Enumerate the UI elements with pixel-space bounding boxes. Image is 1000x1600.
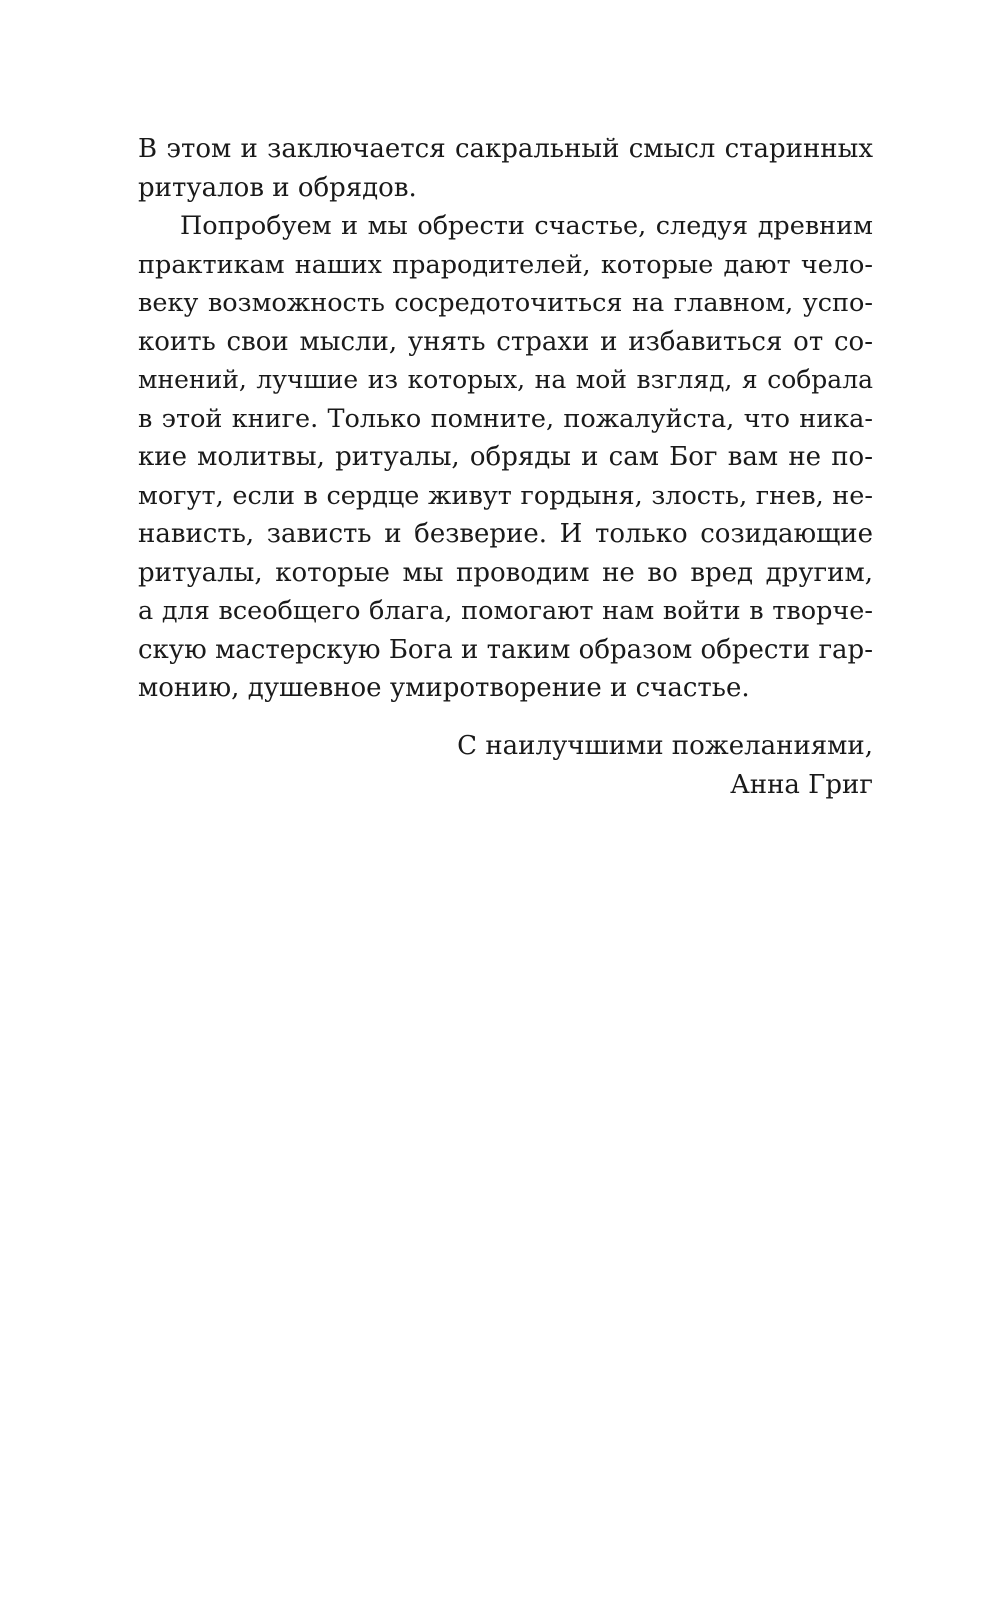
text-line: в этой книге. Только помните, пожалуйста, что ника-	[138, 403, 873, 434]
text-line: веку возможность сосредоточиться на главном, успо-	[138, 288, 873, 318]
signature-block	[273, 727, 873, 804]
text-line: скую мастерскую Бога и таким образом обрести гар-	[138, 634, 873, 665]
signature-closing: С наилучшими пожеланиями,	[457, 731, 873, 761]
text-line: ритуалы, которые мы проводим не во вред другим,	[138, 557, 873, 588]
text-line: монию, душевное умиротворение и счастье.	[138, 673, 750, 703]
text-line: коить свои мысли, унять страхи и избавиться от со-	[138, 326, 873, 357]
text-line: могут, если в сердце живут гордыня, злость, гнев, не-	[138, 480, 873, 511]
signature-author: Анна Григ	[730, 769, 873, 800]
text-line: нависть, зависть и безверие. И только созидающие	[138, 519, 873, 549]
text-line: мнений, лучшие из которых, на мой взгляд, я собрала	[138, 365, 873, 394]
text-line: а для всеобщего блага, помогают нам войти в творче-	[138, 596, 873, 626]
text-line: Попробуем и мы обрести счастье, следуя древним	[180, 211, 873, 241]
text-line: кие молитвы, ритуалы, обряды и сам Бог вам не по-	[138, 442, 873, 472]
text-line: практикам наших прародителей, которые дают чело-	[138, 249, 873, 280]
body-text	[138, 130, 873, 708]
text-line: ритуалов и обрядов.	[138, 172, 417, 203]
text-line: В этом и заключается сакральный смысл старинных	[138, 134, 873, 164]
